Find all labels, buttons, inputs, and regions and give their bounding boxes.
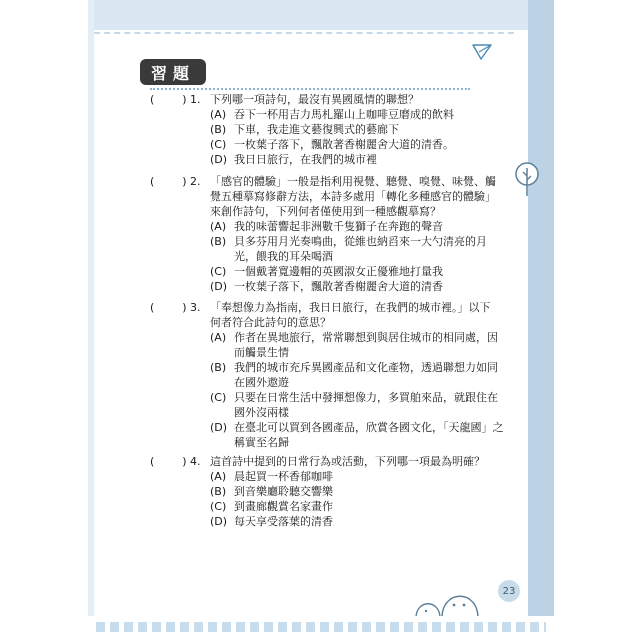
option-c: (C) 一枚葉子落下，飄散著香榭麗舍大道的清香。	[210, 138, 454, 151]
answer-blank[interactable]: ( )	[150, 175, 187, 188]
answer-blank[interactable]: ( )	[150, 93, 187, 106]
answer-blank[interactable]: ( )	[150, 455, 187, 468]
answer-blank[interactable]: ( )	[150, 301, 187, 314]
question-2	[150, 174, 504, 294]
question-stem: 下列哪一項詩句，最沒有異國風情的聯想？	[210, 93, 419, 106]
cloud-doodle-icon	[412, 585, 498, 619]
question-number: 3.	[190, 301, 201, 314]
question-3	[150, 300, 504, 450]
question-stem: 這首詩中提到的日常行為或活動，下列哪一項最為明確？	[210, 455, 485, 468]
right-rail	[528, 0, 554, 640]
option-c: (C) 到畫廊觀賞名家畫作	[210, 500, 333, 513]
question-number: 1.	[190, 93, 201, 106]
option-a: (A) 晨起買一杯香郁咖啡	[210, 470, 333, 483]
option-d: (D) 我日日旅行，在我們的城市裡	[210, 153, 377, 166]
page-title: 習題	[140, 59, 206, 85]
tree-icon	[513, 160, 541, 200]
paper-plane-icon	[472, 43, 492, 61]
title-underline	[150, 88, 470, 90]
option-b: (B) 貝多芬用月光奏鳴曲，從維也納舀來一大勺清亮的月光，餵我的耳朵喝酒	[210, 235, 487, 263]
option-b: (B) 我們的城市充斥異國產品和文化產物，透過聯想力如同在國外遨遊	[210, 361, 498, 389]
option-d: (D) 在臺北可以買到各國產品，欣賞各國文化，「天龍國」之稱實至名歸	[210, 421, 504, 449]
option-d: (D) 一枚葉子落下，飄散著香榭麗舍大道的清香	[210, 280, 443, 293]
question-4	[150, 454, 504, 529]
option-a: (A) 吞下一杯用吉力馬札羅山上咖啡豆磨成的飲料	[210, 108, 454, 121]
question-stem: 「奉想像力為指南，我日日旅行，在我們的城市裡。」以下何者符合此詩句的意思？	[210, 301, 491, 329]
option-a: (A) 作者在異地旅行，常常聯想到與居住城市的相同處，因而觸景生情	[210, 331, 498, 359]
top-dashed-line	[94, 32, 514, 34]
option-b: (B) 到音樂廳聆聽交響樂	[210, 485, 333, 498]
option-c: (C) 一個戴著寬邊帽的英國淑女正優雅地打量我	[210, 265, 443, 278]
option-b: (B) 下車，我走進文藝復興式的藝廊下	[210, 123, 399, 136]
question-1	[150, 92, 504, 167]
top-band	[88, 0, 528, 30]
left-rail	[88, 0, 94, 640]
question-number: 2.	[190, 175, 201, 188]
page-number: 23	[498, 580, 520, 602]
question-stem: 「感官的體驗」一般是指利用視覺、聽覺、嗅覺、味覺、觸覺五種摹寫修辭方法，本詩多處用「轉化多種感官的體驗」來創作詩句，下列何者僅使用到一種感觀摹寫？	[210, 175, 496, 218]
option-d: (D) 每天享受落葉的清香	[210, 515, 333, 528]
option-a: (A) 我的味蕾響起非洲數千隻獅子在奔跑的聲音	[210, 220, 443, 233]
bottom-dashed-border	[96, 622, 546, 632]
option-c: (C) 只要在日常生活中發揮想像力，多買舶來品，就跟住在國外沒兩樣	[210, 391, 498, 419]
question-number: 4.	[190, 455, 201, 468]
